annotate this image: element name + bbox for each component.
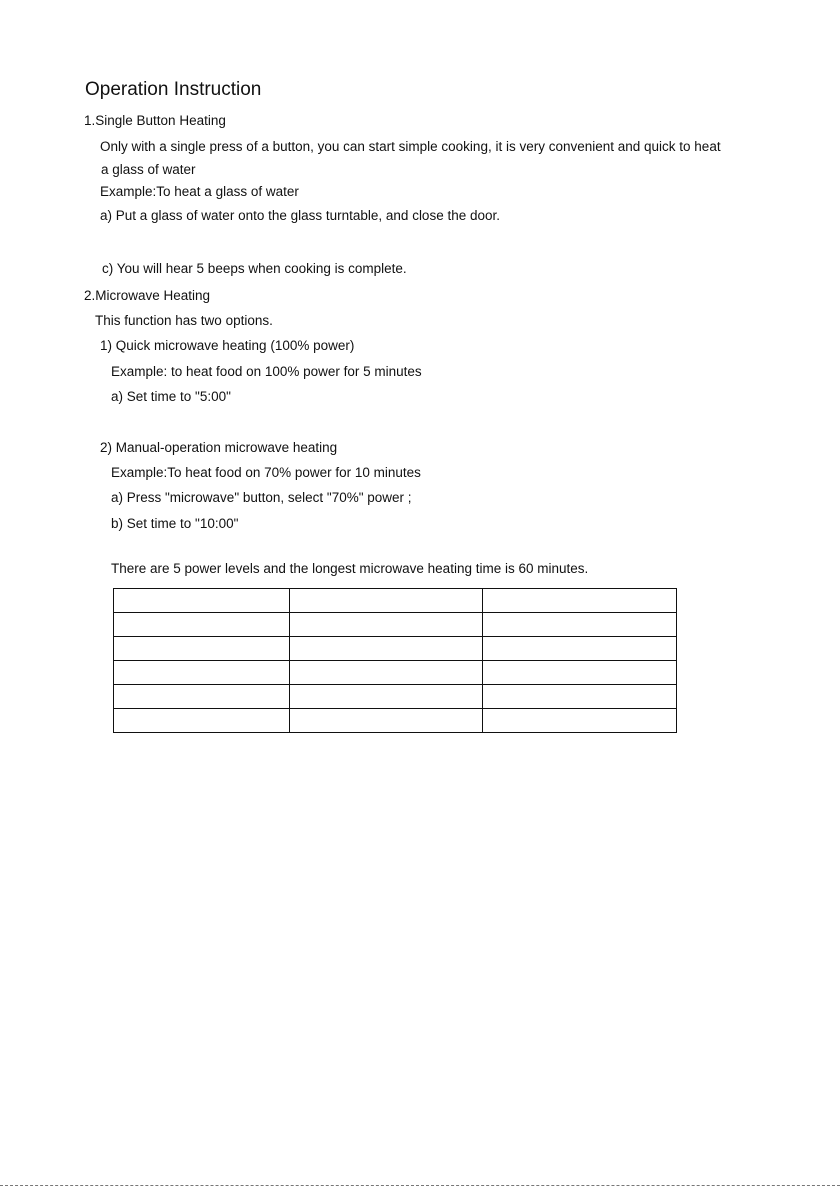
option1-title: 1) Quick microwave heating (100% power) <box>100 338 355 353</box>
page-title: Operation Instruction <box>85 79 262 100</box>
option2-step-a: a) Press "microwave" button, select "70%" power ; <box>111 490 412 505</box>
table-cell <box>114 613 290 637</box>
option2-title: 2) Manual-operation microwave heating <box>100 440 338 455</box>
section2-intro: This function has two options. <box>95 313 273 328</box>
table-cell <box>114 661 290 685</box>
table-cell <box>290 685 483 709</box>
power-levels-table <box>113 588 677 733</box>
table-cell <box>114 685 290 709</box>
table-row <box>114 685 677 709</box>
section1-heading: 1.Single Button Heating <box>84 113 226 128</box>
table-cell <box>290 661 483 685</box>
page-bottom-rule <box>0 1185 840 1186</box>
option1-step-a: a) Set time to "5:00" <box>111 389 231 404</box>
option1-example: Example: to heat food on 100% power for 5 minutes <box>111 364 422 379</box>
table-cell <box>483 709 677 733</box>
table-row <box>114 709 677 733</box>
table-cell <box>483 589 677 613</box>
table-cell <box>290 613 483 637</box>
table-cell <box>290 589 483 613</box>
table-cell <box>114 589 290 613</box>
table-cell <box>290 637 483 661</box>
table-cell <box>290 709 483 733</box>
section1-line1: Only with a single press of a button, you can start simple cooking, it is very convenient and quick to heat <box>100 139 721 154</box>
option2-example: Example:To heat food on 70% power for 10 minutes <box>111 465 421 480</box>
table-cell <box>114 637 290 661</box>
table-cell <box>483 613 677 637</box>
table-cell <box>483 685 677 709</box>
option2-step-b: b) Set time to "10:00" <box>111 516 239 531</box>
table-row <box>114 661 677 685</box>
table-cell <box>114 709 290 733</box>
table-cell <box>483 661 677 685</box>
section2-heading: 2.Microwave Heating <box>84 288 211 303</box>
section1-step-c: c) You will hear 5 beeps when cooking is complete. <box>102 261 407 276</box>
section1-example: Example:To heat a glass of water <box>100 184 299 199</box>
power-levels-note: There are 5 power levels and the longest microwave heating time is 60 minutes. <box>111 561 589 576</box>
section1-line2: a glass of water <box>101 162 196 177</box>
table-row <box>114 589 677 613</box>
table-cell <box>483 637 677 661</box>
table-row <box>114 637 677 661</box>
section1-step-a: a) Put a glass of water onto the glass turntable, and close the door. <box>100 208 500 223</box>
table-row <box>114 613 677 637</box>
